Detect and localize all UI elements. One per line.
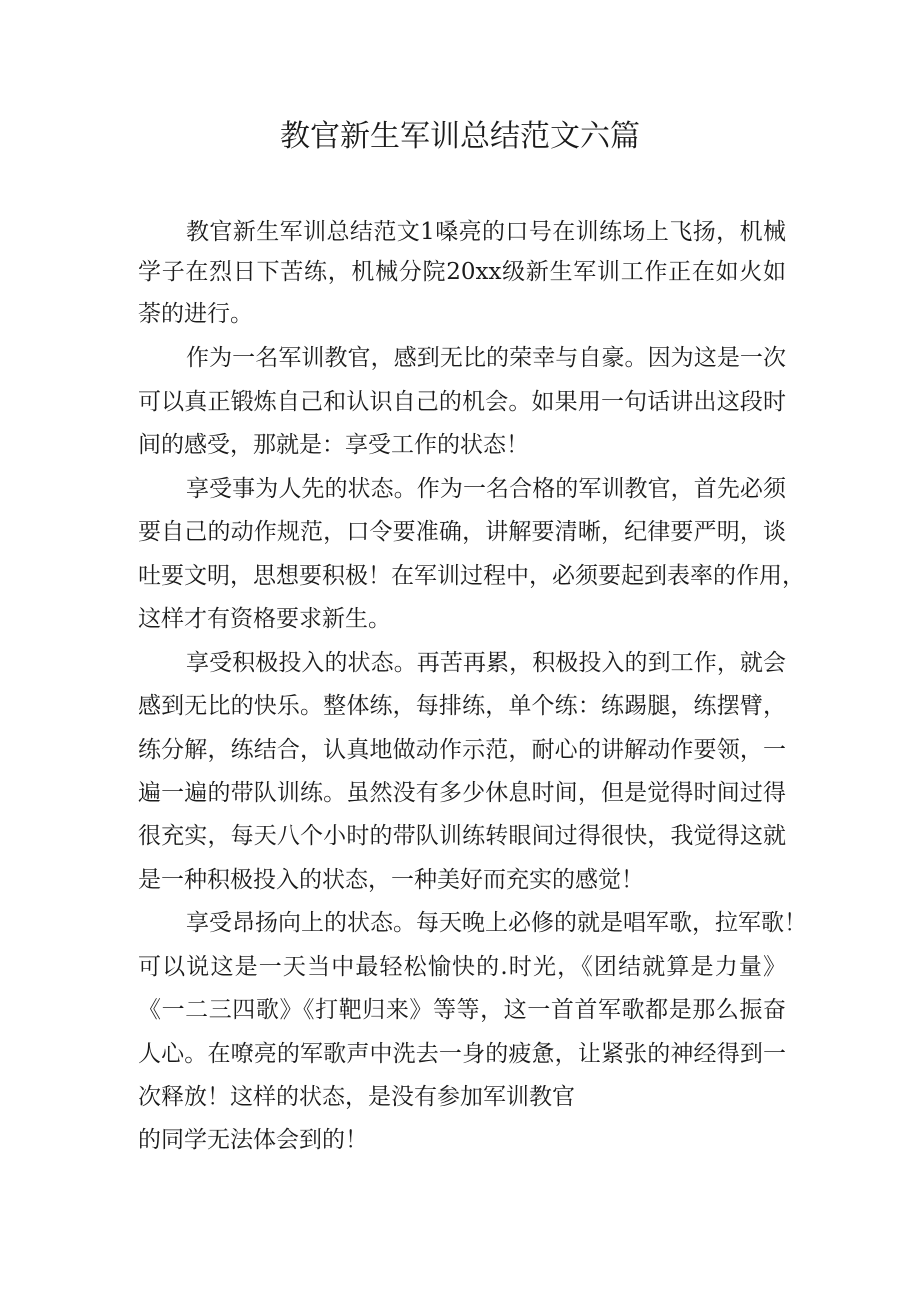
paragraph-1-line-3: 荼的进行。 [138,301,253,327]
paragraph-1-line-1: 教官新生军训总结范文1嗓亮的口号在训练场上飞扬，机械 [186,219,786,245]
paragraph-4-line-2: 感到无比的快乐。整体练，每排练，单个练：练踢腿，练摆臂， [138,693,786,719]
paragraph-5-line-4: 人心。在嘹亮的军歌声中洗去一身的疲惫，让紧张的神经得到一 [138,1041,786,1067]
paragraph-5-line-6: 的同学无法体会到的！ [138,1127,368,1153]
paragraph-2-line-2: 可以真正锻炼自己和认识自己的机会。如果用一句话讲出这段时 [138,389,786,415]
document-title: 教官新生军训总结范文六篇 [280,119,640,154]
paragraph-3-line-3: 吐要文明，思想要积极！在军训过程中，必须要起到表率的作用， [138,563,805,589]
paragraph-4-line-5: 很充实，每天八个小时的带队训练转眼间过得很快，我觉得这就 [138,823,786,849]
paragraph-5-line-5: 次释放！这样的状态，是没有参加军训教官 [138,1084,575,1110]
paragraph-1-line-2: 学子在烈日下苦练，机械分院20xx级新生军训工作正在如火如 [138,259,786,285]
paragraph-5-line-2: 可以说这是一天当中最轻松愉快的.时光，《团结就算是力量》 [138,954,786,980]
paragraph-3-line-1: 享受事为人先的状态。作为一名合格的军训教官，首先必须 [186,476,786,502]
paragraph-4-line-3: 练分解，练结合，认真地做动作示范，耐心的讲解动作要领，一 [138,737,786,763]
paragraph-2-line-3: 间的感受，那就是：享受工作的状态！ [138,432,529,458]
paragraph-2-line-1: 作为一名军训教官，感到无比的荣幸与自豪。因为这是一次 [186,345,786,371]
paragraph-4-line-1: 享受积极投入的状态。再苦再累，积极投入的到工作，就会 [186,650,786,676]
paragraph-5-line-1: 享受昂扬向上的状态。每天晚上必修的就是唱军歌，拉军歌！ [186,910,807,936]
paragraph-4-line-6: 是一种积极投入的状态，一种美好而充实的感觉！ [138,867,644,893]
paragraph-5-line-3: 《一二三四歌》《打靶归来》等等，这一首首军歌都是那么振奋 [138,997,786,1023]
paragraph-3-line-4: 这样才有资格要求新生。 [138,606,391,632]
paragraph-3-line-2: 要自己的动作规范，口令要准确，讲解要清晰，纪律要严明，谈 [138,519,786,545]
paragraph-4-line-4: 遍一遍的带队训练。虽然没有多少休息时间，但是觉得时间过得 [138,780,786,806]
